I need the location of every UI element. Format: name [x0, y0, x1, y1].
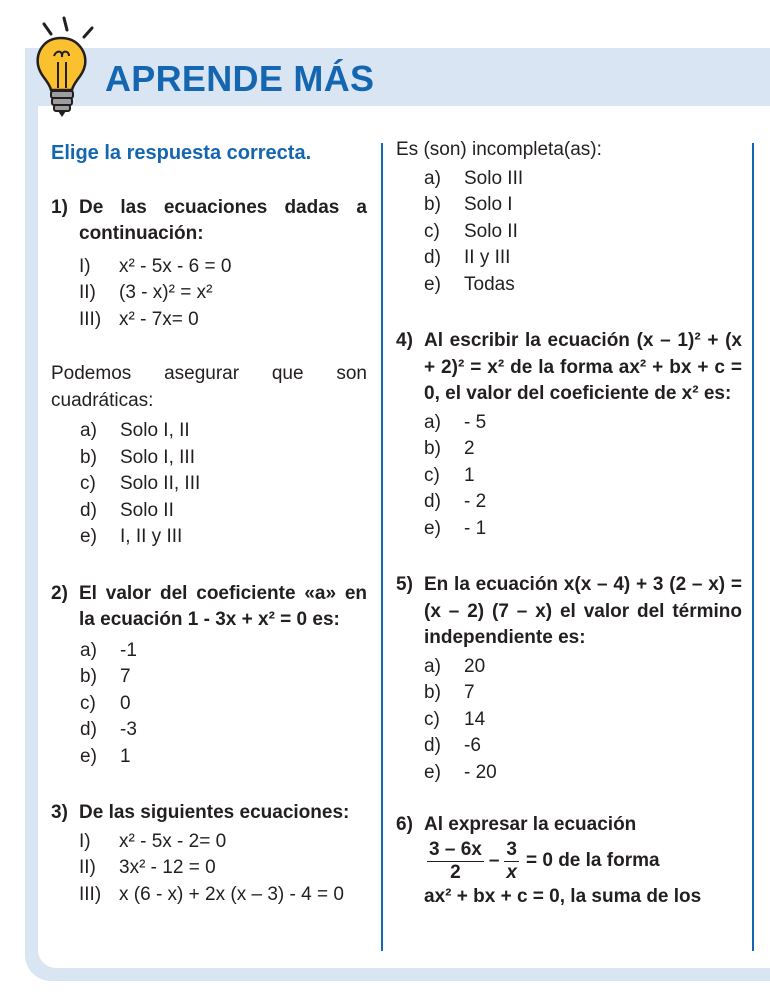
question-text: De las siguientes ecuaciones:: [79, 802, 350, 823]
option-label: c): [424, 220, 440, 242]
spacer: [51, 770, 367, 800]
option-text: - 1: [464, 517, 487, 539]
option-label: b): [424, 438, 441, 459]
q6-after: = 0 de la forma: [525, 849, 660, 871]
option-label: a): [424, 411, 441, 433]
option-label: b): [424, 682, 441, 703]
answer-option[interactable]: [424, 733, 742, 760]
item-label: III): [79, 883, 102, 905]
option-text: 7: [464, 682, 475, 703]
option-text: 14: [464, 708, 486, 730]
instruction: Elige la respuesta correcta.: [51, 142, 312, 164]
option-label: e): [424, 517, 441, 539]
lightbulb-icon: [14, 10, 106, 120]
option-text: Solo II: [464, 220, 518, 242]
option-label: c): [424, 708, 440, 730]
question-5: [396, 572, 742, 652]
question-number: 2): [51, 582, 68, 604]
answer-option[interactable]: [424, 760, 742, 787]
option-label: e): [424, 273, 441, 295]
question-follow-text: Podemos asegurar que son cuadráticas:: [51, 363, 367, 411]
item-label: I): [79, 830, 91, 852]
option-text: - 5: [464, 411, 487, 433]
answer-option[interactable]: [424, 516, 742, 543]
option-text: - 2: [464, 491, 487, 512]
answer-option[interactable]: [80, 717, 367, 744]
option-text: Solo II: [120, 499, 174, 521]
equation-list: [79, 829, 367, 909]
option-label: d): [424, 491, 441, 512]
answer-options: [424, 654, 742, 787]
answer-option[interactable]: [424, 436, 742, 463]
equation-item: [79, 855, 367, 882]
item-text: x² - 7x= 0: [119, 308, 199, 330]
answer-option[interactable]: [424, 410, 742, 437]
q6-tail: ax² + bx + c = 0, la suma de los: [424, 885, 702, 907]
answer-option[interactable]: [80, 524, 367, 551]
item-label: I): [79, 255, 91, 277]
answer-option[interactable]: [80, 744, 367, 771]
answer-option[interactable]: [80, 418, 367, 445]
option-text: 2: [464, 438, 475, 459]
question-4: [396, 328, 742, 408]
answer-option[interactable]: [80, 664, 367, 691]
question-number: 3): [51, 802, 68, 823]
minus-sign: –: [488, 849, 500, 871]
q6-equation: [424, 839, 742, 884]
option-label: b): [424, 194, 441, 215]
spacer: [396, 298, 742, 328]
option-text: 1: [464, 464, 475, 486]
question-6: [396, 812, 742, 910]
option-label: a): [80, 639, 97, 661]
answer-option[interactable]: [424, 489, 742, 516]
question-3: [51, 800, 367, 827]
answer-option[interactable]: [424, 707, 742, 734]
answer-options: [424, 166, 742, 299]
item-text: 3x² - 12 = 0: [119, 857, 216, 878]
item-text: (3 - x)² = x²: [119, 282, 213, 303]
answer-option[interactable]: [80, 638, 367, 665]
option-label: c): [424, 464, 440, 486]
question-text: Al escribir la ecuación (x – 1)² + (x + 2)² = x² de la forma ax² + bx + c = 0, el valor del coeficiente de x² es:: [424, 330, 742, 404]
equation-list: [79, 254, 367, 334]
fraction-denominator: x: [506, 861, 517, 883]
item-text: x² - 5x - 6 = 0: [119, 255, 232, 277]
q6-intro: Al expresar la ecuación: [424, 814, 637, 835]
item-label: III): [79, 308, 102, 330]
question-number: 4): [396, 330, 413, 351]
option-label: b): [80, 446, 97, 468]
option-label: c): [80, 692, 96, 714]
option-label: d): [80, 719, 97, 740]
answer-option[interactable]: [80, 498, 367, 525]
spacer: [51, 551, 367, 581]
option-text: Solo I, II: [120, 420, 190, 441]
answer-option[interactable]: [424, 654, 742, 681]
question-1: [51, 195, 367, 248]
left-column: [51, 140, 367, 908]
question-number: 5): [396, 574, 413, 595]
answer-option[interactable]: [80, 471, 367, 498]
option-text: Solo I: [464, 194, 513, 215]
answer-option[interactable]: [424, 680, 742, 707]
answer-option[interactable]: [80, 445, 367, 472]
fraction-numerator: 3 – 6x: [429, 838, 482, 860]
option-text: -6: [464, 735, 481, 756]
fraction-numerator: 3: [506, 838, 517, 860]
option-text: Solo III: [464, 167, 524, 189]
option-text: Solo I, III: [120, 446, 195, 468]
option-label: c): [80, 473, 96, 494]
question-follow-text: Es (son) incompleta(as):: [396, 139, 602, 160]
spacer: [396, 786, 742, 812]
option-text: Solo II, III: [120, 473, 201, 494]
option-text: - 20: [464, 761, 497, 783]
fraction: [427, 839, 484, 884]
option-text: I, II y III: [120, 526, 183, 547]
question-text: [424, 812, 742, 910]
answer-options: [80, 418, 367, 551]
answer-option[interactable]: [424, 166, 742, 193]
option-text: 20: [464, 655, 486, 677]
question-number: 1): [51, 196, 68, 218]
answer-option[interactable]: [80, 691, 367, 718]
option-text: 0: [120, 692, 131, 714]
answer-option[interactable]: [424, 463, 742, 490]
option-label: d): [424, 735, 441, 756]
question-text: El valor del coeficiente «a» en la ecuación 1 - 3x + x² = 0 es:: [79, 582, 367, 630]
option-label: e): [80, 745, 97, 767]
answer-options: [80, 638, 367, 771]
spacer: [396, 542, 742, 572]
option-text: Todas: [464, 273, 515, 295]
option-label: d): [424, 247, 441, 268]
equation-item: [79, 829, 367, 856]
option-label: d): [80, 499, 97, 521]
answer-option[interactable]: [424, 272, 742, 299]
option-label: e): [80, 526, 97, 547]
option-text: -1: [120, 639, 137, 661]
option-text: -3: [120, 719, 137, 740]
option-text: 7: [120, 666, 131, 687]
fraction: [504, 839, 519, 884]
item-label: II): [79, 282, 96, 303]
answer-option[interactable]: [424, 245, 742, 272]
answer-option[interactable]: [424, 219, 742, 246]
item-label: II): [79, 857, 96, 878]
question-text: En la ecuación x(x – 4) + 3 (2 – x) = (x – 2) (7 – x) el valor del término independiente es:: [424, 574, 742, 648]
fraction-denominator: 2: [450, 861, 461, 883]
equation-item: [79, 254, 367, 281]
question-2: [51, 581, 367, 634]
equation-item: [79, 307, 367, 334]
option-label: a): [80, 420, 97, 441]
option-label: b): [80, 666, 97, 687]
answer-options: [424, 410, 742, 543]
option-label: a): [424, 167, 441, 189]
question-text: De las ecuaciones dadas a continuación:: [79, 196, 367, 244]
item-text: x² - 5x - 2= 0: [119, 830, 227, 852]
answer-option[interactable]: [424, 192, 742, 219]
right-column: [396, 137, 742, 910]
option-text: 1: [120, 745, 131, 767]
option-label: e): [424, 761, 441, 783]
item-text: x (6 - x) + 2x (x – 3) - 4 = 0: [119, 883, 344, 905]
column-divider: [381, 143, 383, 951]
right-edge-line: [752, 143, 754, 951]
option-text: II y III: [464, 247, 511, 268]
option-label: a): [424, 655, 441, 677]
equation-item: [79, 882, 367, 909]
question-number: 6): [396, 814, 413, 835]
equation-item: [79, 280, 367, 307]
page-title: APRENDE MÁS: [105, 58, 375, 99]
